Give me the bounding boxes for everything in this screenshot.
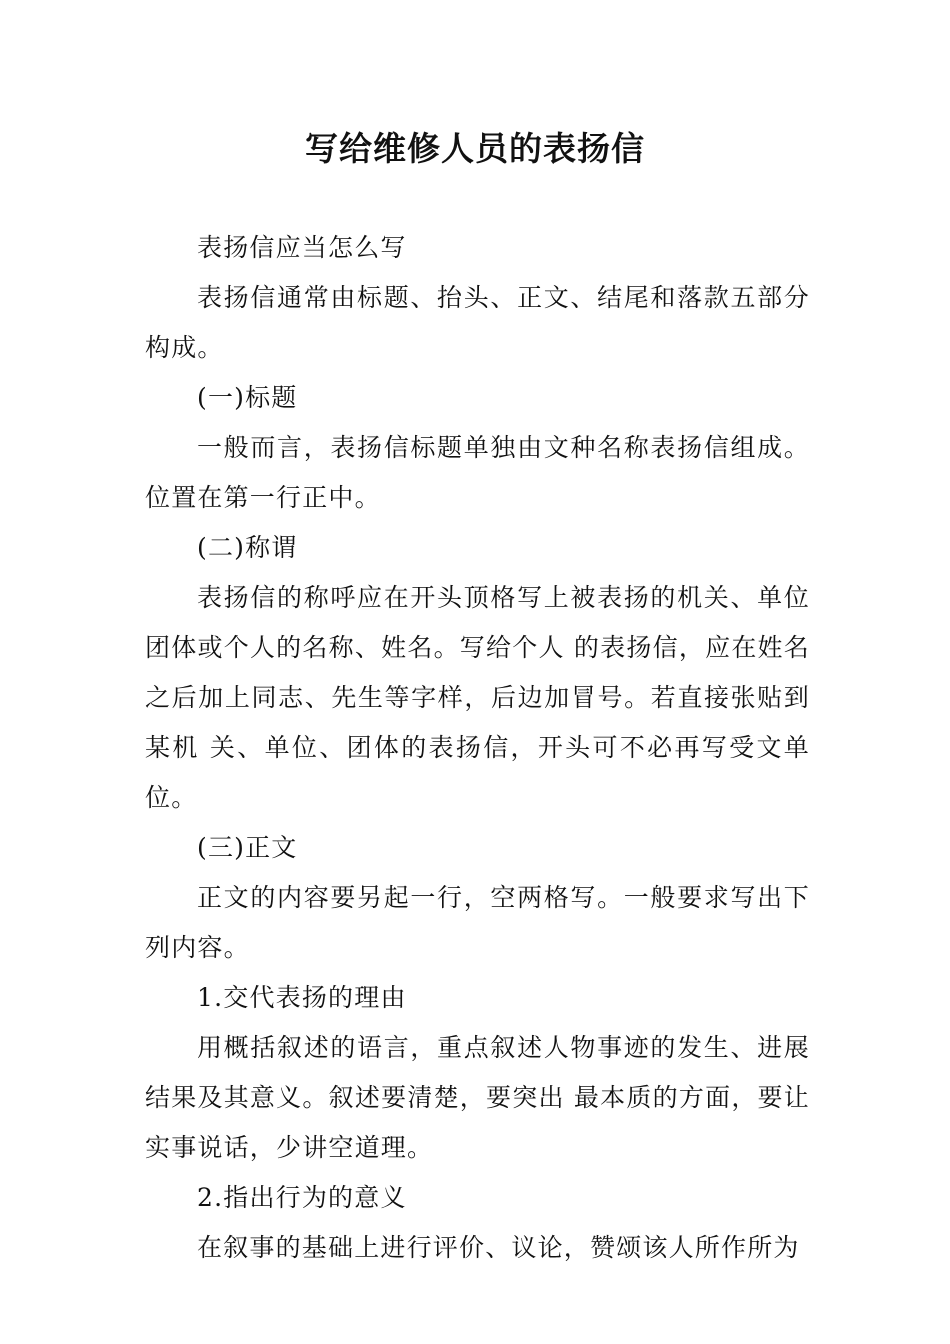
paragraph: 表扬信通常由标题、抬头、正文、结尾和落款五部分构成。 xyxy=(145,283,810,362)
document-title: 写给维修人员的表扬信 xyxy=(305,129,645,168)
paragraph: 正文的内容要另起一行，空两格写。一般要求写出下列内容。 xyxy=(145,883,810,962)
section-heading: (三)正文 xyxy=(197,833,298,862)
section-heading: (一)标题 xyxy=(197,383,298,412)
paragraph: 表扬信的称呼应在开头顶格写上被表扬的机关、单位团体或个人的名称、姓名。写给个人 的表扬信，应在姓名之后加上同志、先生等字样，后边加冒号。若直接张贴到某机 关、单位、团体的表扬信，开头可不必再写受文单位。 xyxy=(145,583,810,812)
section-heading: 1.交代表扬的理由 xyxy=(197,983,407,1012)
section-heading: (二)称谓 xyxy=(197,533,298,562)
paragraph: 用概括叙述的语言，重点叙述人物事迹的发生、进展结果及其意义。叙述要清楚，要突出 最本质的方面，要让实事说话，少讲空道理。 xyxy=(145,1033,810,1162)
paragraph: 在叙事的基础上进行评价、议论，赞颂该人所作所为 xyxy=(197,1233,800,1262)
paragraph: 表扬信应当怎么写 xyxy=(197,233,407,262)
document-body xyxy=(145,223,810,1273)
section-heading: 2.指出行为的意义 xyxy=(197,1183,407,1212)
paragraph: 一般而言，表扬信标题单独由文种名称表扬信组成。位置在第一行正中。 xyxy=(145,433,810,512)
